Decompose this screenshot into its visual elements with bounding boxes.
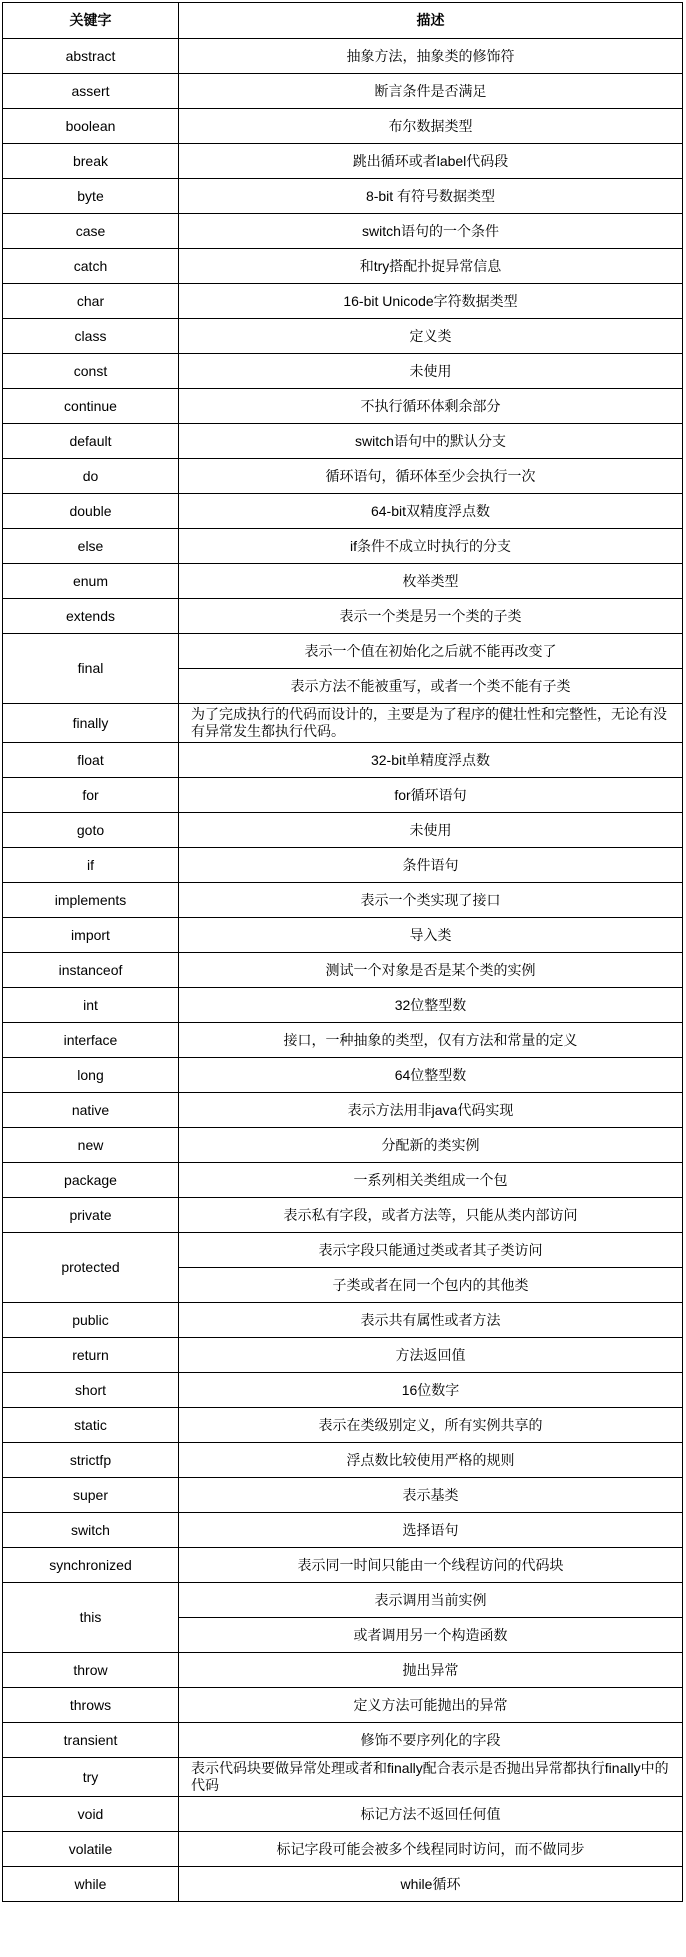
keyword-cell: if [3, 848, 179, 883]
description-cell: for循环语句 [179, 778, 683, 813]
table-row [3, 1093, 683, 1128]
description-cell: 未使用 [179, 813, 683, 848]
description-cell: 32-bit单精度浮点数 [179, 743, 683, 778]
table-row [3, 284, 683, 319]
table-row [3, 1443, 683, 1478]
description-cell: 抛出异常 [179, 1653, 683, 1688]
keyword-cell: for [3, 778, 179, 813]
table-row [3, 424, 683, 459]
table-row [3, 249, 683, 284]
table-row [3, 564, 683, 599]
table-row [3, 1688, 683, 1723]
keyword-cell: throw [3, 1653, 179, 1688]
description-cell: 或者调用另一个构造函数 [179, 1618, 683, 1653]
keyword-cell: switch [3, 1513, 179, 1548]
keyword-cell: try [3, 1758, 179, 1797]
keyword-cell: assert [3, 74, 179, 109]
table-row [3, 319, 683, 354]
keyword-cell: default [3, 424, 179, 459]
keyword-cell: static [3, 1408, 179, 1443]
keyword-cell: short [3, 1373, 179, 1408]
description-cell: 跳出循环或者label代码段 [179, 144, 683, 179]
keyword-cell: enum [3, 564, 179, 599]
table-row [3, 214, 683, 249]
keyword-cell: transient [3, 1723, 179, 1758]
table-row [3, 1653, 683, 1688]
description-cell: 分配新的类实例 [179, 1128, 683, 1163]
keyword-cell: double [3, 494, 179, 529]
keyword-cell: float [3, 743, 179, 778]
keyword-cell: continue [3, 389, 179, 424]
description-cell: 不执行循环体剩余部分 [179, 389, 683, 424]
description-cell: 布尔数据类型 [179, 109, 683, 144]
keyword-cell: volatile [3, 1832, 179, 1867]
table-row [3, 1758, 683, 1797]
keyword-cell: implements [3, 883, 179, 918]
description-cell: 修饰不要序列化的字段 [179, 1723, 683, 1758]
table-row [3, 179, 683, 214]
description-cell: 表示一个类是另一个类的子类 [179, 599, 683, 634]
description-cell: while循环 [179, 1867, 683, 1902]
table-row [3, 1797, 683, 1832]
description-cell: 32位整型数 [179, 988, 683, 1023]
table-row [3, 494, 683, 529]
keyword-cell: package [3, 1163, 179, 1198]
table-row [3, 1023, 683, 1058]
table-body [3, 39, 683, 1902]
keyword-cell: new [3, 1128, 179, 1163]
table-row [3, 1338, 683, 1373]
keyword-cell: return [3, 1338, 179, 1373]
table-row [3, 1233, 683, 1268]
table-row [3, 1128, 683, 1163]
table-row [3, 1832, 683, 1867]
table-row [3, 918, 683, 953]
keyword-cell: boolean [3, 109, 179, 144]
keyword-cell: public [3, 1303, 179, 1338]
description-cell: 16位数字 [179, 1373, 683, 1408]
description-cell: 表示基类 [179, 1478, 683, 1513]
table-row [3, 988, 683, 1023]
keyword-cell: int [3, 988, 179, 1023]
table-row [3, 1583, 683, 1618]
header-description: 描述 [179, 3, 683, 39]
description-cell: if条件不成立时执行的分支 [179, 529, 683, 564]
description-cell: 表示共有属性或者方法 [179, 1303, 683, 1338]
table-row [3, 704, 683, 743]
keyword-cell: const [3, 354, 179, 389]
description-cell: 表示一个类实现了接口 [179, 883, 683, 918]
keyword-cell: interface [3, 1023, 179, 1058]
description-cell: 8-bit 有符号数据类型 [179, 179, 683, 214]
keyword-cell: byte [3, 179, 179, 214]
table-row [3, 813, 683, 848]
table-row [3, 1058, 683, 1093]
keyword-cell: import [3, 918, 179, 953]
description-cell: 方法返回值 [179, 1338, 683, 1373]
keyword-cell: native [3, 1093, 179, 1128]
keyword-cell: super [3, 1478, 179, 1513]
keyword-cell: instanceof [3, 953, 179, 988]
table-row [3, 1303, 683, 1338]
description-cell: 标记方法不返回任何值 [179, 1797, 683, 1832]
description-cell: 表示一个值在初始化之后就不能再改变了 [179, 634, 683, 669]
description-cell: 一系列相关类组成一个包 [179, 1163, 683, 1198]
keyword-cell: private [3, 1198, 179, 1233]
table-row [3, 634, 683, 669]
keyword-cell: protected [3, 1233, 179, 1303]
description-cell: 表示调用当前实例 [179, 1583, 683, 1618]
description-cell: 选择语句 [179, 1513, 683, 1548]
description-cell: 未使用 [179, 354, 683, 389]
description-cell: 64位整型数 [179, 1058, 683, 1093]
description-cell: 子类或者在同一个包内的其他类 [179, 1268, 683, 1303]
description-cell: 表示私有字段，或者方法等，只能从类内部访问 [179, 1198, 683, 1233]
description-cell: 16-bit Unicode字符数据类型 [179, 284, 683, 319]
description-cell: 断言条件是否满足 [179, 74, 683, 109]
description-cell: 表示方法不能被重写，或者一个类不能有子类 [179, 669, 683, 704]
header-keyword: 关键字 [3, 3, 179, 39]
description-cell: 表示在类级别定义，所有实例共享的 [179, 1408, 683, 1443]
description-cell: 枚举类型 [179, 564, 683, 599]
table-row [3, 1548, 683, 1583]
keyword-cell: finally [3, 704, 179, 743]
table-row [3, 883, 683, 918]
keyword-cell: case [3, 214, 179, 249]
description-cell: 抽象方法，抽象类的修饰符 [179, 39, 683, 74]
table-row [3, 109, 683, 144]
table-row [3, 39, 683, 74]
table-row [3, 1163, 683, 1198]
description-cell: 表示方法用非java代码实现 [179, 1093, 683, 1128]
table-row [3, 1373, 683, 1408]
keyword-cell: long [3, 1058, 179, 1093]
table-row [3, 599, 683, 634]
table-row [3, 848, 683, 883]
keyword-cell: do [3, 459, 179, 494]
table-row [3, 743, 683, 778]
keyword-cell: final [3, 634, 179, 704]
table-row [3, 1867, 683, 1902]
table-row [3, 1513, 683, 1548]
description-cell: 表示同一时间只能由一个线程访问的代码块 [179, 1548, 683, 1583]
description-cell: 为了完成执行的代码而设计的，主要是为了程序的健壮性和完整性，无论有没有异常发生都执行代码。 [179, 704, 683, 743]
keyword-cell: synchronized [3, 1548, 179, 1583]
description-cell: switch语句中的默认分支 [179, 424, 683, 459]
keyword-table [2, 2, 683, 1902]
keyword-cell: goto [3, 813, 179, 848]
keyword-cell: catch [3, 249, 179, 284]
description-cell: 表示字段只能通过类或者其子类访问 [179, 1233, 683, 1268]
table-row [3, 459, 683, 494]
table-row [3, 389, 683, 424]
keyword-cell: else [3, 529, 179, 564]
description-cell: 表示代码块要做异常处理或者和finally配合表示是否抛出异常都执行finally中的代码 [179, 1758, 683, 1797]
description-cell: 和try搭配扑捉异常信息 [179, 249, 683, 284]
keyword-cell: while [3, 1867, 179, 1902]
table-row [3, 1408, 683, 1443]
description-cell: 定义方法可能抛出的异常 [179, 1688, 683, 1723]
description-cell: switch语句的一个条件 [179, 214, 683, 249]
keyword-cell: class [3, 319, 179, 354]
description-cell: 标记字段可能会被多个线程同时访问，而不做同步 [179, 1832, 683, 1867]
description-cell: 导入类 [179, 918, 683, 953]
table-row [3, 144, 683, 179]
keyword-cell: break [3, 144, 179, 179]
table-row [3, 354, 683, 389]
table-row [3, 1478, 683, 1513]
keyword-cell: void [3, 1797, 179, 1832]
description-cell: 条件语句 [179, 848, 683, 883]
keyword-cell: extends [3, 599, 179, 634]
description-cell: 循环语句，循环体至少会执行一次 [179, 459, 683, 494]
keyword-cell: strictfp [3, 1443, 179, 1478]
keyword-cell: char [3, 284, 179, 319]
table-row [3, 1198, 683, 1233]
description-cell: 64-bit双精度浮点数 [179, 494, 683, 529]
description-cell: 定义类 [179, 319, 683, 354]
keyword-cell: this [3, 1583, 179, 1653]
table-row [3, 74, 683, 109]
table-row [3, 778, 683, 813]
table-row [3, 953, 683, 988]
keyword-cell: abstract [3, 39, 179, 74]
header-row [3, 3, 683, 39]
description-cell: 测试一个对象是否是某个类的实例 [179, 953, 683, 988]
description-cell: 接口，一种抽象的类型，仅有方法和常量的定义 [179, 1023, 683, 1058]
table-row [3, 529, 683, 564]
table-row [3, 1723, 683, 1758]
keyword-cell: throws [3, 1688, 179, 1723]
description-cell: 浮点数比较使用严格的规则 [179, 1443, 683, 1478]
